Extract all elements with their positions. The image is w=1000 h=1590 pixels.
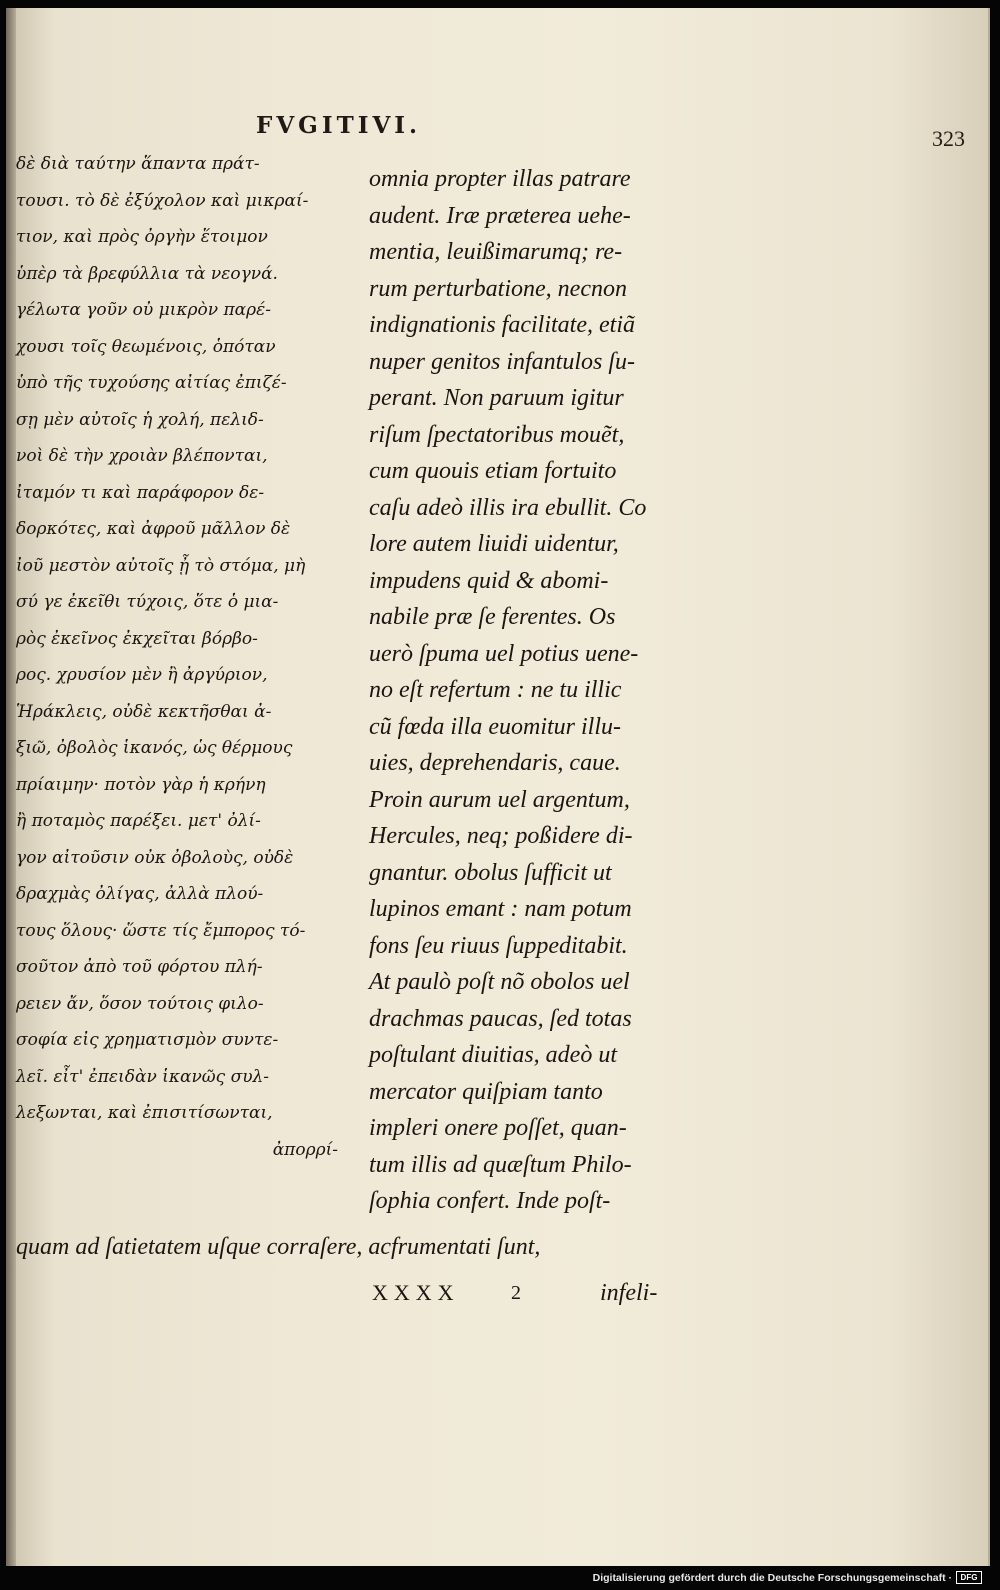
greek-text-line: χουσι τοῖς θεωμένοις, ὁπόταν (16, 336, 276, 357)
greek-text-line: πρίαιμην· ποτὸν γὰρ ἡ κρήνη (16, 774, 266, 795)
greek-text-line: ἀπορρί- (272, 1139, 338, 1160)
latin-text-line: At paulò poſt nõ obolos uel (369, 969, 630, 995)
greek-text-line: γέλωτα γοῦν οὐ μικρὸν παρέ- (16, 300, 271, 320)
greek-text-line: τιον, καὶ πρὸς ὀργὴν ἕτοιμον (16, 227, 268, 247)
latin-text-line: Proin aurum uel argentum, (369, 786, 630, 813)
running-head: FVGITIVI. (256, 112, 422, 139)
greek-text-line: τουσι. τὸ δὲ ἐξύχολον καὶ μικραί- (16, 190, 309, 211)
greek-text-line: Ἡράκλεις, οὐδὲ κεκτῆσθαι ἀ- (16, 701, 272, 722)
catchword: infeli- (600, 1280, 658, 1306)
greek-text-line: δὲ διὰ ταύτην ἅπαντα πράτ- (16, 154, 260, 174)
latin-text-line: tum illis ad quæſtum Philo- (369, 1151, 632, 1178)
latin-text-line: riſum ſpectatoribus mouẽt, (369, 421, 625, 448)
latin-text-line: cũ fœda illa euomitur illu- (369, 713, 621, 740)
greek-text-line: ρος. χρυσίον μὲν ἢ ἀργύριον, (16, 665, 268, 685)
greek-text-column (16, 146, 346, 1168)
latin-text-line: nabile præ ſe ferentes. Os (369, 604, 616, 630)
latin-text-line: impudens quid & abomi- (369, 567, 609, 594)
latin-text-line: mercator quiſpiam tanto (369, 1078, 603, 1105)
greek-text-line: ξιῶ, ὀβολὸς ἱκανός, ὡς θέρμους (16, 738, 293, 758)
latin-text-line: impleri onere poſſet, quan- (369, 1115, 627, 1141)
latin-text-line: no eſt refertum : ne tu illic (369, 677, 622, 703)
book-page (6, 8, 990, 1566)
greek-text-line: τους ὅλους· ὥστε τίς ἔμπορος τό- (16, 920, 306, 941)
latin-text-line: caſu adeò illis ira ebullit. Co (369, 494, 647, 521)
latin-text-line: fons ſeu riuus ſuppeditabit. (369, 932, 628, 959)
greek-text-line: σοῦτον ἀπὸ τοῦ φόρτου πλή- (16, 957, 263, 977)
latin-text-line: omnia propter illas patrare (369, 166, 631, 192)
greek-text-line: δραχμὰς ὀλίγας, ἀλλὰ πλού- (16, 884, 264, 904)
greek-text-line: ἰοῦ μεστὸν αὐτοῖς ᾖ τὸ στόμα, μὴ (16, 555, 306, 576)
greek-text-line: ρειεν ἄν, ὅσον τούτοις φιλο- (16, 993, 264, 1014)
latin-text-line: drachmas paucas, ſed totas (369, 1005, 632, 1032)
latin-text-line: audent. Iræ præterea uehe- (369, 202, 631, 229)
greek-text-line: ρὸς ἐκεῖνος ἐκχεῖται βόρβο- (16, 628, 258, 649)
greek-text-line: ὑπὲρ τὰ βρεφύλλια τὰ νεογνά. (16, 263, 278, 284)
signature-number: 2 (511, 1282, 521, 1304)
latin-text-line: uies, deprehendaris, caue. (369, 750, 621, 776)
dfg-logo: DFG (956, 1571, 982, 1584)
greek-text-line: γον αἰτοῦσιν οὐκ ὀβολοὺς, οὐδὲ (16, 847, 294, 868)
full-width-text-line: quam ad ſatietatem uſque corraſere, acfrumentati ſunt, (16, 1234, 541, 1260)
latin-text-line: cum quouis etiam fortuito (369, 458, 617, 484)
greek-text-line: ὑπὸ τῆς τυχούσης αἰτίας ἐπιζέ- (16, 373, 287, 393)
latin-text-line: ſophia confert. Inde poſt- (369, 1188, 611, 1214)
page-number: 323 (932, 126, 965, 151)
greek-text-line: σοφία εἰς χρηματισμὸν συντε- (16, 1030, 279, 1050)
latin-text-line: lupinos emant : nam potum (369, 896, 632, 922)
latin-text-column (369, 161, 699, 1220)
latin-text-line: lore autem liuidi uidentur, (369, 531, 619, 557)
greek-text-line: νοὶ δὲ τὴν χροιὰν βλέπονται, (16, 446, 268, 466)
greek-text-line: σύ γε ἐκεῖθι τύχοις, ὅτε ὁ μια- (16, 592, 279, 612)
greek-text-line: λεξωνται, καὶ ἐπισιτίσωνται, (16, 1103, 273, 1123)
signature-mark: XXXX (372, 1280, 460, 1305)
greek-text-line: σῃ μὲν αὐτοῖς ἡ χολή, πελιδ- (16, 409, 264, 430)
latin-text-line: poſtulant diuitias, adeò ut (369, 1042, 618, 1068)
greek-text-line: λεῖ. εἶτ' ἐπειδὰν ἱκανῶς συλ- (16, 1066, 270, 1087)
latin-text-line: mentia, leuißimarumq; re- (369, 239, 623, 265)
digitization-credit: Digitalisierung gefördert durch die Deutsche Forschungsgemeinschaft · (592, 1572, 952, 1584)
latin-text-line: rum perturbatione, necnon (369, 275, 627, 302)
latin-text-line: Hercules, neq; poßidere di- (369, 823, 633, 849)
latin-text-line: nuper genitos infantulos ſu- (369, 348, 635, 375)
greek-text-line: ἰταμόν τι καὶ παράφορον δε- (16, 482, 265, 503)
greek-text-line: ἢ ποταμὸς παρέξει. μετ' ὀλί- (16, 811, 261, 831)
latin-text-line: gnantur. obolus ſufficit ut (369, 859, 612, 886)
latin-text-line: perant. Non paruum igitur (369, 385, 624, 411)
page-gutter (6, 8, 16, 1566)
greek-text-line: δορκότες, καὶ ἀφροῦ μᾶλλον δὲ (16, 519, 291, 539)
latin-text-line: indignationis facilitate, etiã (369, 312, 635, 338)
latin-text-line: uerò ſpuma uel potius uene- (369, 640, 639, 667)
